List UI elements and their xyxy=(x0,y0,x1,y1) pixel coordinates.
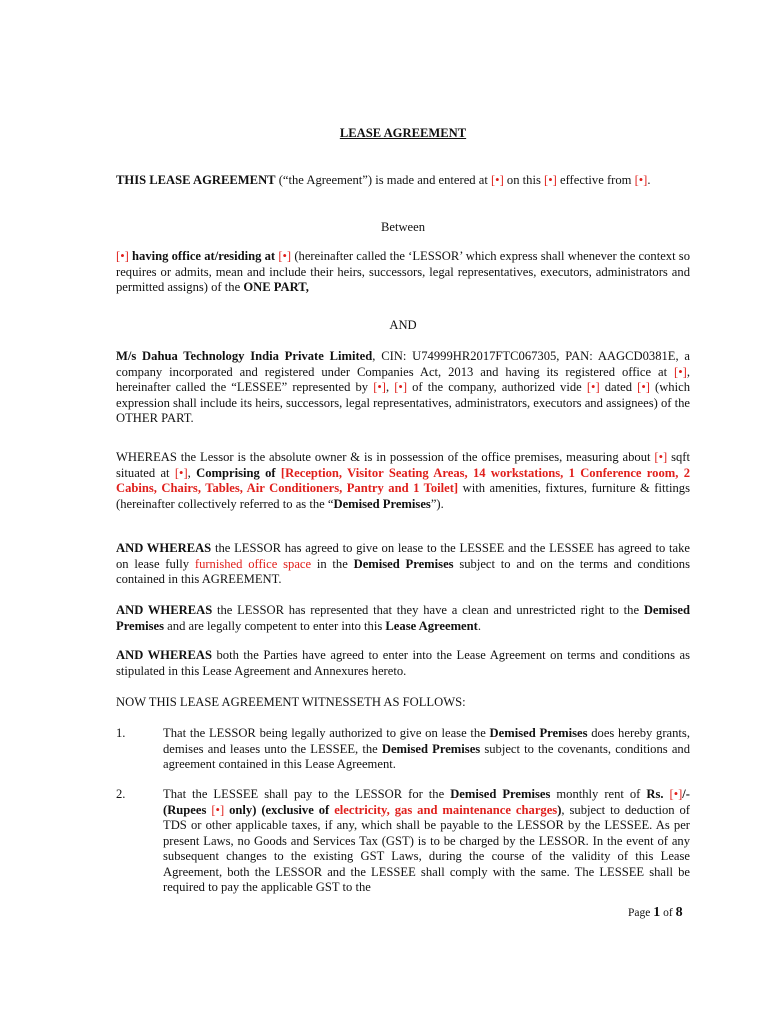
placeholder: [•] xyxy=(634,173,648,187)
whereas-lease-paragraph: AND WHEREAS the LESSOR has agreed to give on lease to the LESSEE and the LESSEE has agreed to take on lease fully furnished office space in the Demised Premises subject to and on the terms and conditions contained in this AGREEMENT. xyxy=(116,541,691,586)
placeholder: [•] xyxy=(654,450,668,464)
clause-1-text: That the LESSOR being legally authorized to give on lease the Demised Premises does hereby grants, demises and leases unto the LESSEE, the Demised Premises subject to the covenants, conditions and agreement contained in this Lease Agreement. xyxy=(163,726,690,771)
whereas-ownership-paragraph: WHEREAS the Lessor is the absolute owner & is in possession of the office premises, measuring about [•] sqft situated at [•], Comprising of [Reception, Visitor Seating Areas, 14 workstations, 1 Conference room, 2 Cabins, Chairs, Tables, Air Conditioners, Pantry and 1 Toilet] with amenities, fixtures, furniture & fittings (hereinafter collectively referred to as the “Demised Premises”). xyxy=(116,450,690,511)
one-part-label: ONE PART, xyxy=(243,280,309,294)
page-number: 1 xyxy=(653,905,661,920)
placeholder: [•] xyxy=(674,364,687,379)
between-heading: Between xyxy=(380,220,426,234)
furnished-office-space-term: furnished office space xyxy=(194,556,312,571)
placeholder: [•] xyxy=(174,465,188,480)
placeholder: [•] xyxy=(544,173,557,187)
intro-lead: THIS LEASE AGREEMENT xyxy=(116,173,276,187)
page-total: 8 xyxy=(675,905,683,920)
lessee-paragraph: M/s Dahua Technology India Private Limited, CIN: U74999HR2017FTC067305, PAN: AAGCD0381E, a company incorporated and registered under Companies Act, 2013 and having its registered office at [•], hereinafter called the “LESSEE” represented by [•], [•] of the company, authorized vide [•] dated [•] (which expression shall include its heirs, successors, legal representatives, administrators, executors and assignees) of the OTHER PART. xyxy=(116,349,691,425)
whereas-parties-paragraph: AND WHEREAS both the Parties have agreed to enter into the Lease Agreement on terms and conditions as stipulated in this Lease Agreement and Annexures hereto. xyxy=(116,648,690,678)
placeholder: [•] xyxy=(211,802,225,817)
placeholder: [•] xyxy=(394,380,408,394)
placeholder: [•] xyxy=(490,173,504,187)
intro-paragraph: THIS LEASE AGREEMENT (“the Agreement”) is made and entered at [•] on this [•] effective from [•]. xyxy=(116,173,651,187)
clause-2-number: 2. xyxy=(116,787,126,801)
document-title: LEASE AGREEMENT xyxy=(339,126,467,140)
placeholder: [•] xyxy=(373,380,386,394)
placeholder: [•] xyxy=(586,380,600,394)
lessee-name: M/s Dahua Technology India Private Limited xyxy=(116,349,373,363)
premises-contents-list: [Reception, Visitor Seating Areas, 14 workstations, 1 Conference room, 2 Cabins, Chairs, Tables, Air Conditioners, Pantry and 1 Toilet] xyxy=(116,465,690,495)
charges-exclusion-term: electricity, gas and maintenance charges xyxy=(334,802,558,817)
placeholder: [•] xyxy=(637,380,650,394)
whereas-right-paragraph: AND WHEREAS the LESSOR has represented that they have a clean and unrestricted right to the Demised Premises and are legally competent to enter into this Lease Agreement. xyxy=(116,603,690,633)
witnesseth-heading: NOW THIS LEASE AGREEMENT WITNESSETH AS FOLLOWS: xyxy=(116,695,466,709)
page-footer: Page 1 of 8 xyxy=(628,905,683,920)
placeholder: [•] xyxy=(278,249,292,263)
and-heading: AND xyxy=(389,318,417,332)
placeholder: [•] xyxy=(116,249,129,263)
lessor-paragraph: [•] having office at/residing at [•] (hereinafter called the ‘LESSOR’ which express shall whenever the context so requires or admits, mean and include their heirs, successors, legal representatives, executors, administrators and permitted assigns) of the ONE PART, xyxy=(116,249,690,294)
clause-2-text: That the LESSEE shall pay to the LESSOR for the Demised Premises monthly rent of Rs. [•]/- (Rupees [•] only) (exclusive of electricity, gas and maintenance charges), subject to deduction of TDS or other applicable taxes, if any, which shall be payable to the LESSOR by the LESSEE. As per present Laws, no Goods and Services Tax (GST) is to be charged by the LESSOR. In the event of any subsequent changes to the existing GST Laws, during the course of the validity of this Lease Agreement, both the LESSOR and the LESSEE shall comply with the same. The LESSEE shall be required to pay the applicable GST to the xyxy=(163,787,690,894)
placeholder: [•] xyxy=(669,787,683,801)
clause-1-number: 1. xyxy=(116,726,126,740)
